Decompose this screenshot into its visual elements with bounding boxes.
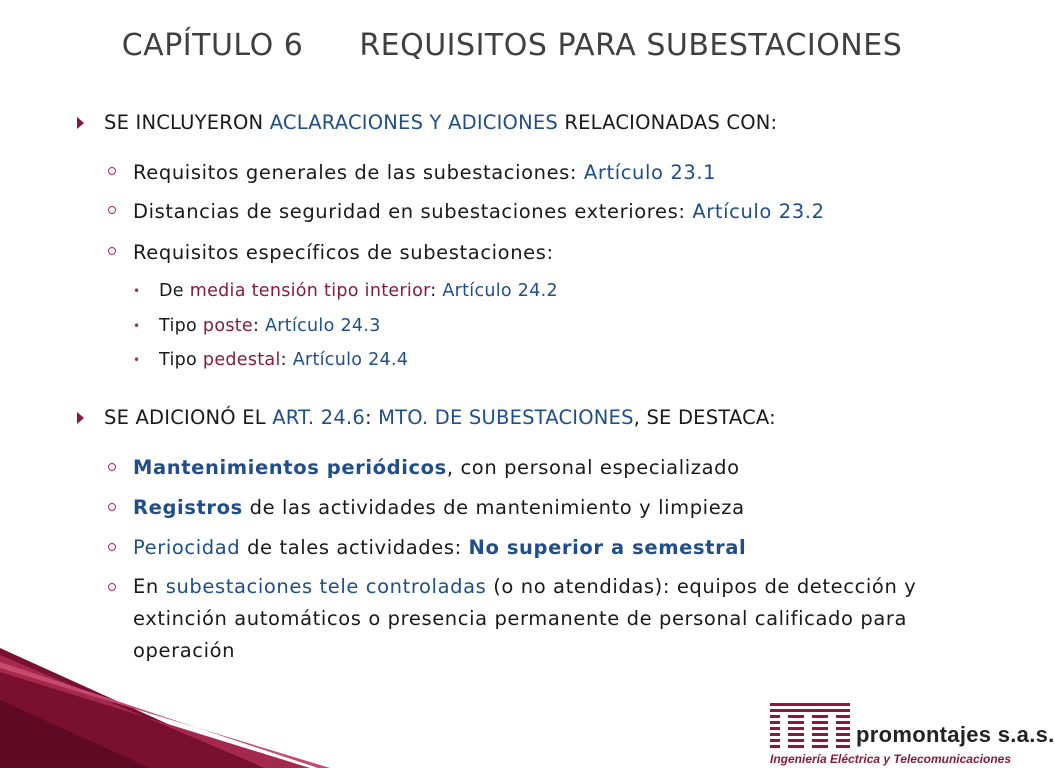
ring-bullet-icon: [108, 463, 116, 471]
section2-intro: SE ADICIONÓ EL ART. 24.6: MTO. DE SUBESTACIONES, SE DESTACA:: [104, 406, 776, 429]
ring-bullet-icon: [108, 503, 116, 511]
section1-subitem: Tipo pedestal: Artículo 24.4: [159, 350, 409, 370]
ring-bullet-icon: [108, 543, 116, 551]
slide-title: [0, 28, 1024, 63]
section2-item: En subestaciones tele controladas (o no atendidas): equipos de detección y extinción automáticos o presencia permanente de personal calificado para operación: [133, 575, 917, 662]
section1-item: Requisitos generales de las subestaciones: Artículo 23.1: [133, 161, 717, 184]
section1-item: Distancias de seguridad en subestaciones exteriores: Artículo 23.2: [133, 200, 825, 223]
ring-bullet-icon: [108, 167, 116, 175]
section1-subitem: Tipo poste: Artículo 24.3: [159, 316, 381, 336]
arrow-bullet-icon: [77, 117, 84, 129]
section2-item: Registros de las actividades de mantenimiento y limpieza: [133, 496, 745, 519]
section1-intro: SE INCLUYERON ACLARACIONES Y ADICIONES RELACIONADAS CON:: [104, 111, 778, 134]
section1-subitem: De media tensión tipo interior: Artículo 24.2: [159, 281, 558, 301]
ring-bullet-icon: [108, 206, 116, 214]
ring-bullet-icon: [108, 583, 116, 591]
chapter-label: CAPÍTULO 6: [121, 28, 304, 63]
dot-bullet-icon: •: [133, 284, 141, 298]
section2-item: Mantenimientos periódicos, con personal especializado: [133, 456, 740, 479]
section2-item: Periocidad de tales actividades: No superior a semestral: [133, 536, 747, 559]
chapter-heading: REQUISITOS PARA SUBESTACIONES: [359, 28, 903, 63]
arrow-bullet-icon: [77, 412, 84, 424]
dot-bullet-icon: •: [133, 319, 141, 333]
logo-tagline: Ingeniería Eléctrica y Telecomunicaciones: [770, 752, 1011, 766]
section1-item: Requisitos específicos de subestaciones:: [133, 241, 554, 264]
logo-name: promontajes s.a.s.: [856, 722, 1055, 747]
ring-bullet-icon: [108, 247, 116, 255]
dot-bullet-icon: •: [133, 353, 141, 367]
promontajes-logo-icon: [770, 703, 852, 751]
